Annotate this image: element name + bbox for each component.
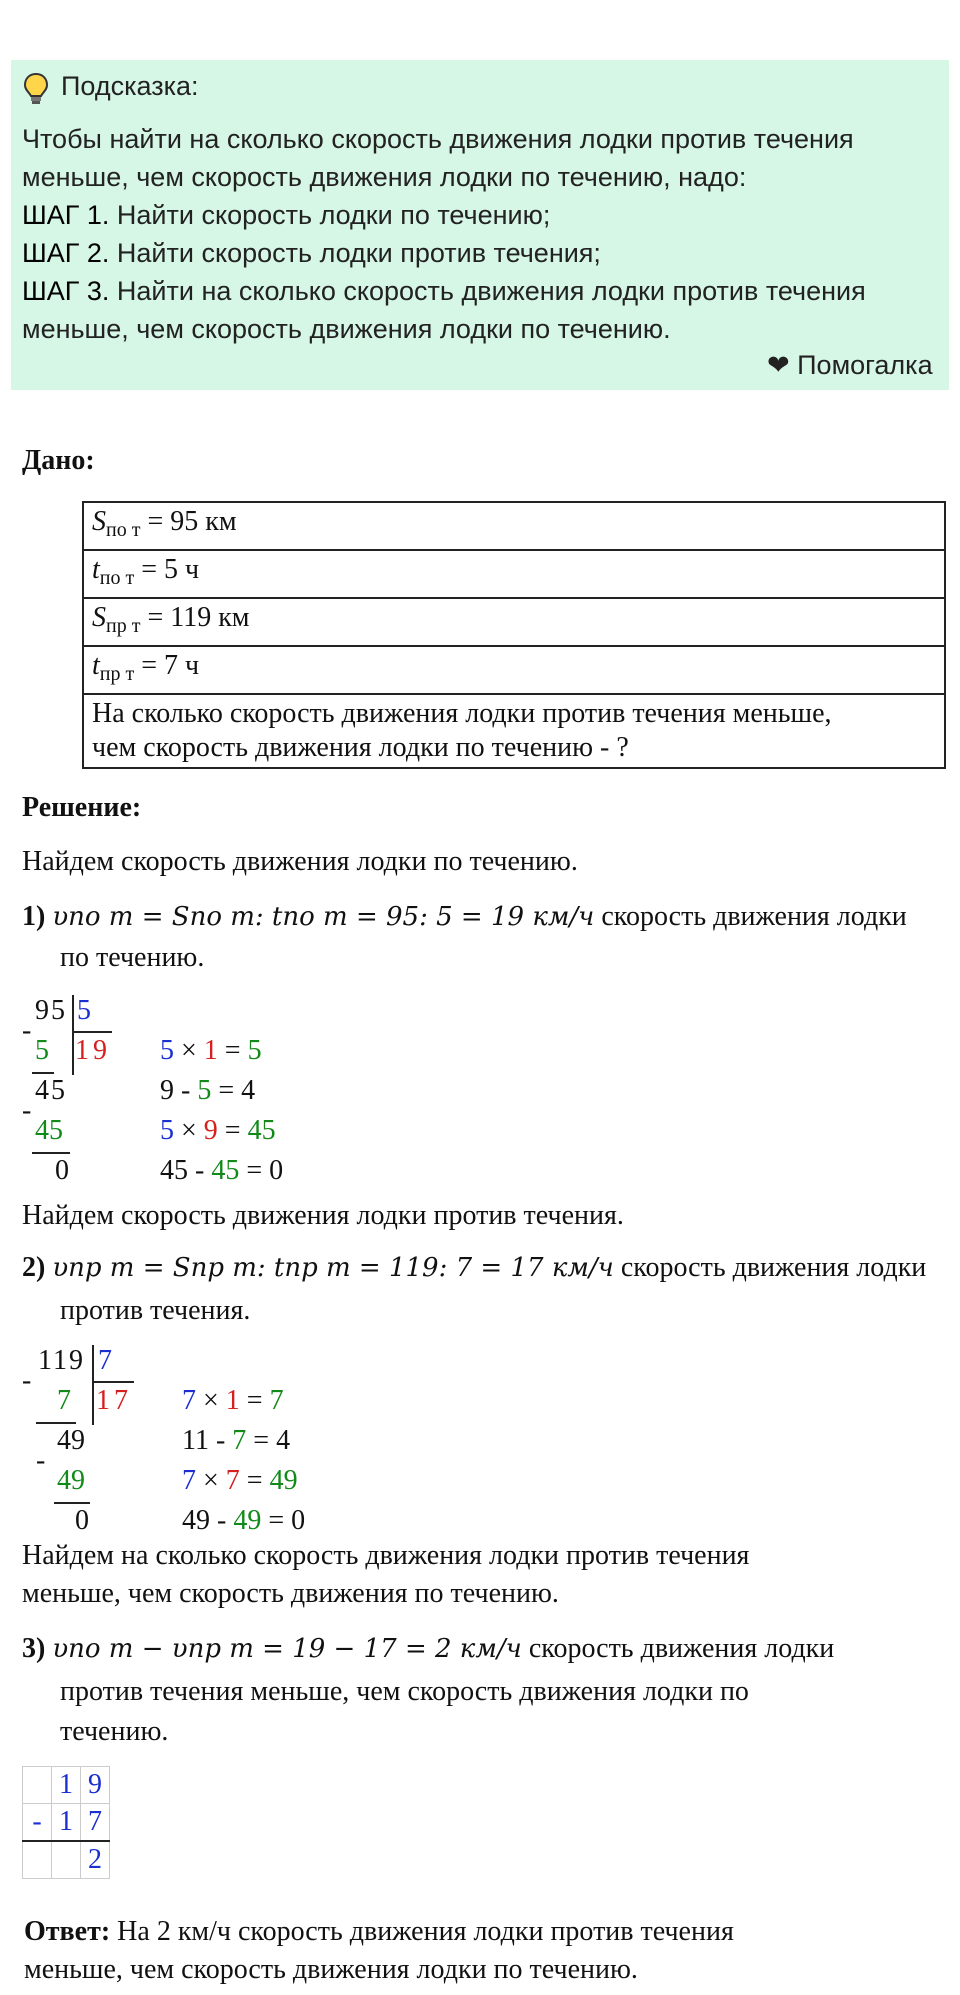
given-row: $t_{по т} = 5$ ч	[83, 550, 945, 598]
given-table	[82, 501, 946, 769]
find-1: Найдем скорость движения лодки по течению.	[22, 846, 578, 877]
check-6: 11 - 7 = 4	[182, 1425, 291, 1456]
check-8: 49 - 49 = 0	[182, 1505, 306, 1536]
given-row: $t_{пр т} = 7$ ч	[83, 646, 945, 694]
hint-title: Подсказка:	[61, 71, 199, 101]
hint-box	[11, 60, 949, 390]
hint-intro-line2: меньше, чем скорость движения лодки по течению, надо:	[22, 162, 747, 192]
check-5: 7 × 1 = 7	[182, 1385, 284, 1416]
step-2: 2) υпр т = Sпр т: tпр т = 119: 7 = 17 км/ч скорость движения лодки	[22, 1252, 927, 1283]
formula-2: υпр т = Sпр т: tпр т = 119: 7 = 17 км/ч	[52, 1253, 614, 1283]
hint-step-1: ШАГ 1. Найти скорость лодки по течению;	[22, 200, 551, 230]
solution-heading: Решение:	[22, 792, 142, 823]
subtraction-grid: 1 9 - 1 7 2	[22, 1766, 110, 1879]
answer-line2: меньше, чем скорость движения лодки по течению.	[24, 1954, 638, 1985]
step-1: 1) υпо т = Sпо т: tпо т = 95: 5 = 19 км/ч скорость движения лодки	[22, 901, 907, 932]
step-3-line3: течению.	[60, 1716, 169, 1747]
formula-3: υпо т − υпр т = 19 − 17 = 2 км/ч	[52, 1634, 522, 1664]
check-7: 7 × 7 = 49	[182, 1465, 298, 1496]
given-row: $S_{по т} = 95$ км	[83, 502, 945, 550]
check-2: 9 - 5 = 4	[160, 1075, 256, 1106]
hint-intro-line1: Чтобы найти на сколько скорость движения лодки против течения	[22, 124, 854, 154]
formula-1: υпо т = Sпо т: tпо т = 95: 5 = 19 км/ч	[52, 902, 595, 932]
step-1-line2: по течению.	[60, 942, 205, 973]
step-2-line2: против течения.	[60, 1295, 251, 1326]
find-3-line2: меньше, чем скорость движения по течению.	[22, 1578, 559, 1609]
brand-link[interactable]: ❤ Помогалка	[767, 350, 933, 380]
check-1: 5 × 1 = 5	[160, 1035, 262, 1066]
lightbulb-icon	[23, 72, 49, 111]
check-4: 45 - 45 = 0	[160, 1155, 284, 1186]
check-3: 5 × 9 = 45	[160, 1115, 276, 1146]
given-heading: Дано:	[22, 445, 95, 476]
find-2: Найдем скорость движения лодки против течения.	[22, 1200, 624, 1231]
hint-step-2: ШАГ 2. Найти скорость лодки против течения;	[22, 238, 601, 268]
given-question: На сколько скорость движения лодки против течения меньше, чем скорость движения лодки по течению - ?	[83, 694, 945, 768]
step-3-line2: против течения меньше, чем скорость движения лодки по	[60, 1676, 749, 1707]
given-row: $S_{пр т} = 119$ км	[83, 598, 945, 646]
step-3: 3) υпо т − υпр т = 19 − 17 = 2 км/ч скорость движения лодки	[22, 1633, 835, 1664]
find-3-line1: Найдем на сколько скорость движения лодки против течения	[22, 1540, 750, 1571]
answer: Ответ: На 2 км/ч скорость движения лодки против течения	[24, 1916, 734, 1947]
hint-step-3: ШАГ 3. Найти на сколько скорость движения лодки против течения	[22, 276, 866, 306]
hint-step-3-line2: меньше, чем скорость движения лодки по течению.	[22, 314, 671, 344]
heart-icon: ❤	[767, 350, 790, 380]
